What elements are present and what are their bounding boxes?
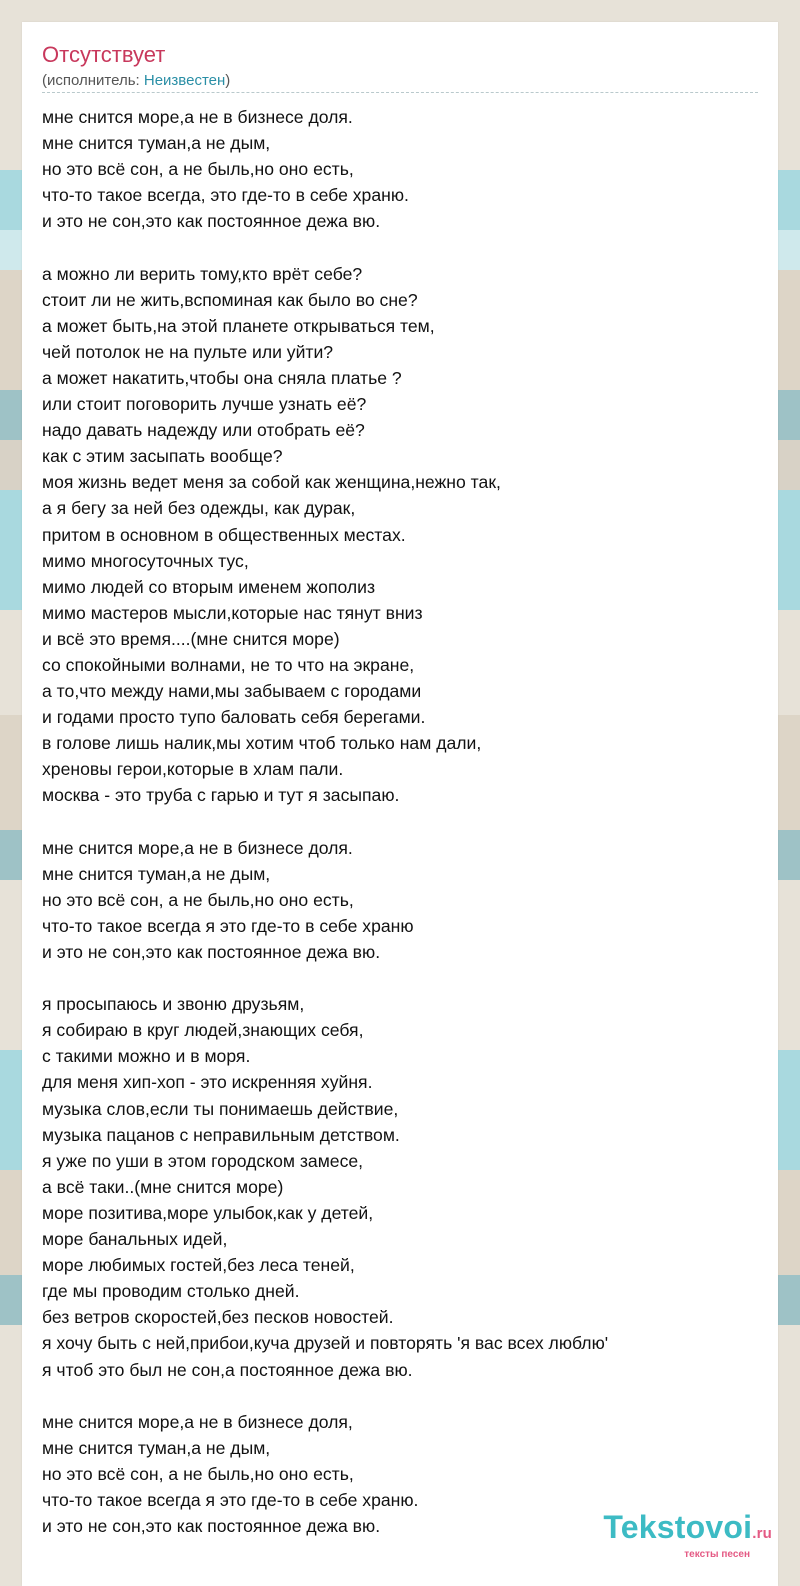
lyric-line: музыка пацанов с неправильным детством. bbox=[42, 1124, 400, 1145]
lyric-line: мне снится туман,а не дым, bbox=[42, 133, 271, 154]
lyric-line: или стоит поговорить лучше узнать её? bbox=[42, 394, 367, 415]
lyric-line: мимо мастеров мысли,которые нас тянут вниз bbox=[42, 602, 423, 623]
song-title: Отсутствует bbox=[42, 42, 166, 67]
logo-main-text: Tekstovoi bbox=[603, 1509, 753, 1545]
lyric-line: притом в основном в общественных местах. bbox=[42, 524, 406, 545]
logo-tld: .ru bbox=[752, 1525, 772, 1542]
logo-wordmark bbox=[603, 1510, 772, 1551]
lyric-line: мимо людей со вторым именем жополиз bbox=[42, 576, 376, 597]
lyric-line: но это всё сон, а не быль,но оно есть, bbox=[42, 159, 354, 180]
lyric-line: а может накатить,чтобы она сняла платье ? bbox=[42, 367, 402, 388]
lyric-line: мне снится туман,а не дым, bbox=[42, 1437, 271, 1458]
lyric-line: со спокойными волнами, не то что на экране, bbox=[42, 654, 415, 675]
lyric-line: музыка слов,если ты понимаешь действие, bbox=[42, 1098, 399, 1119]
lyric-line: я уже по уши в этом городском замесе, bbox=[42, 1150, 364, 1171]
lyric-line: море банальных идей, bbox=[42, 1229, 228, 1250]
lyrics-text bbox=[42, 104, 758, 1539]
lyric-line: москва - это труба с гарью и тут я засыпаю. bbox=[42, 785, 400, 806]
lyric-line: и это не сон,это как постоянное дежа вю. bbox=[42, 942, 381, 962]
stanza-break bbox=[42, 809, 758, 835]
lyric-line: но это всё сон, а не быль,но оно есть, bbox=[42, 889, 354, 910]
artist-prefix: (исполнитель: bbox=[42, 72, 144, 89]
lyric-line: мне снится туман,а не дым, bbox=[42, 863, 271, 884]
lyric-line: без ветров скоростей,без песков новостей. bbox=[42, 1307, 394, 1328]
divider bbox=[42, 92, 758, 93]
lyric-line: я собираю в круг людей,знающих себя, bbox=[42, 1020, 364, 1041]
lyric-line: а я бегу за ней без одежды, как дурак, bbox=[42, 498, 356, 519]
lyric-line: что-то такое всегда я это где-то в себе храню. bbox=[42, 1489, 419, 1510]
lyric-line: но это всё сон, а не быль,но оно есть, bbox=[42, 1463, 354, 1484]
stanza-break bbox=[42, 234, 758, 260]
lyric-line: где мы проводим столько дней. bbox=[42, 1281, 300, 1302]
lyric-line: надо давать надежду или отобрать её? bbox=[42, 420, 365, 441]
lyric-line: а всё таки..(мне снится море) bbox=[42, 1176, 284, 1197]
lyric-line: хреновы герои,которые в хлам пали. bbox=[42, 759, 344, 780]
lyric-line: и всё это время....(мне снится море) bbox=[42, 628, 340, 649]
artist-link[interactable]: Неизвестен bbox=[143, 72, 226, 89]
lyric-line: я просыпаюсь и звоню друзьям, bbox=[42, 994, 305, 1015]
lyric-line: я чтоб это был не сон,а постоянное дежа вю. bbox=[42, 1359, 413, 1380]
lyric-line: а то,что между нами,мы забываем с городами bbox=[42, 681, 422, 702]
lyric-line: что-то такое всегда, это где-то в себе храню. bbox=[42, 185, 409, 206]
lyric-line: что-то такое всегда я это где-то в себе храню bbox=[42, 915, 414, 936]
lyric-line: в голове лишь налик,мы хотим чтоб только нам дали, bbox=[42, 733, 482, 754]
lyric-line: я хочу быть с ней,прибои,куча друзей и повторять 'я вас всех люблю' bbox=[42, 1333, 609, 1354]
lyric-line: мимо многосуточных тус, bbox=[42, 550, 249, 571]
lyric-line: как с этим засыпать вообще? bbox=[42, 446, 283, 467]
lyric-line: моя жизнь ведет меня за собой как женщина,нежно так, bbox=[42, 472, 501, 493]
lyric-line: и годами просто тупо баловать себя берегами. bbox=[42, 707, 426, 728]
lyric-line: и это не сон,это как постоянное дежа вю. bbox=[42, 211, 381, 232]
stanza-break bbox=[42, 965, 758, 991]
lyric-line: мне снится море,а не в бизнесе доля, bbox=[42, 1411, 353, 1432]
lyric-line: а можно ли верить тому,кто врёт себе? bbox=[42, 263, 363, 284]
lyric-line: мне снится море,а не в бизнесе доля. bbox=[42, 107, 353, 127]
lyric-line: и это не сон,это как постоянное дежа вю. bbox=[42, 1516, 381, 1537]
logo-subtitle: тексты песен bbox=[684, 1549, 750, 1560]
lyric-line: чей потолок не на пульте или уйти? bbox=[42, 341, 334, 362]
lyric-line: море любимых гостей,без леса теней, bbox=[42, 1255, 355, 1276]
stanza-break bbox=[42, 1383, 758, 1409]
artist-line bbox=[42, 72, 230, 89]
lyric-line: мне снится море,а не в бизнесе доля. bbox=[42, 837, 353, 858]
lyrics-card bbox=[22, 22, 778, 1586]
lyric-line: для меня хип-хоп - это искренняя хуйня. bbox=[42, 1072, 373, 1093]
lyric-line: стоит ли не жить,вспоминая как было во сне? bbox=[42, 289, 418, 310]
lyric-line: море позитива,море улыбок,как у детей, bbox=[42, 1202, 374, 1223]
artist-suffix: ) bbox=[225, 72, 231, 89]
lyric-line: с такими можно и в моря. bbox=[42, 1046, 251, 1067]
lyric-line: а может быть,на этой планете открываться тем, bbox=[42, 315, 435, 336]
site-logo[interactable] bbox=[603, 1510, 772, 1560]
